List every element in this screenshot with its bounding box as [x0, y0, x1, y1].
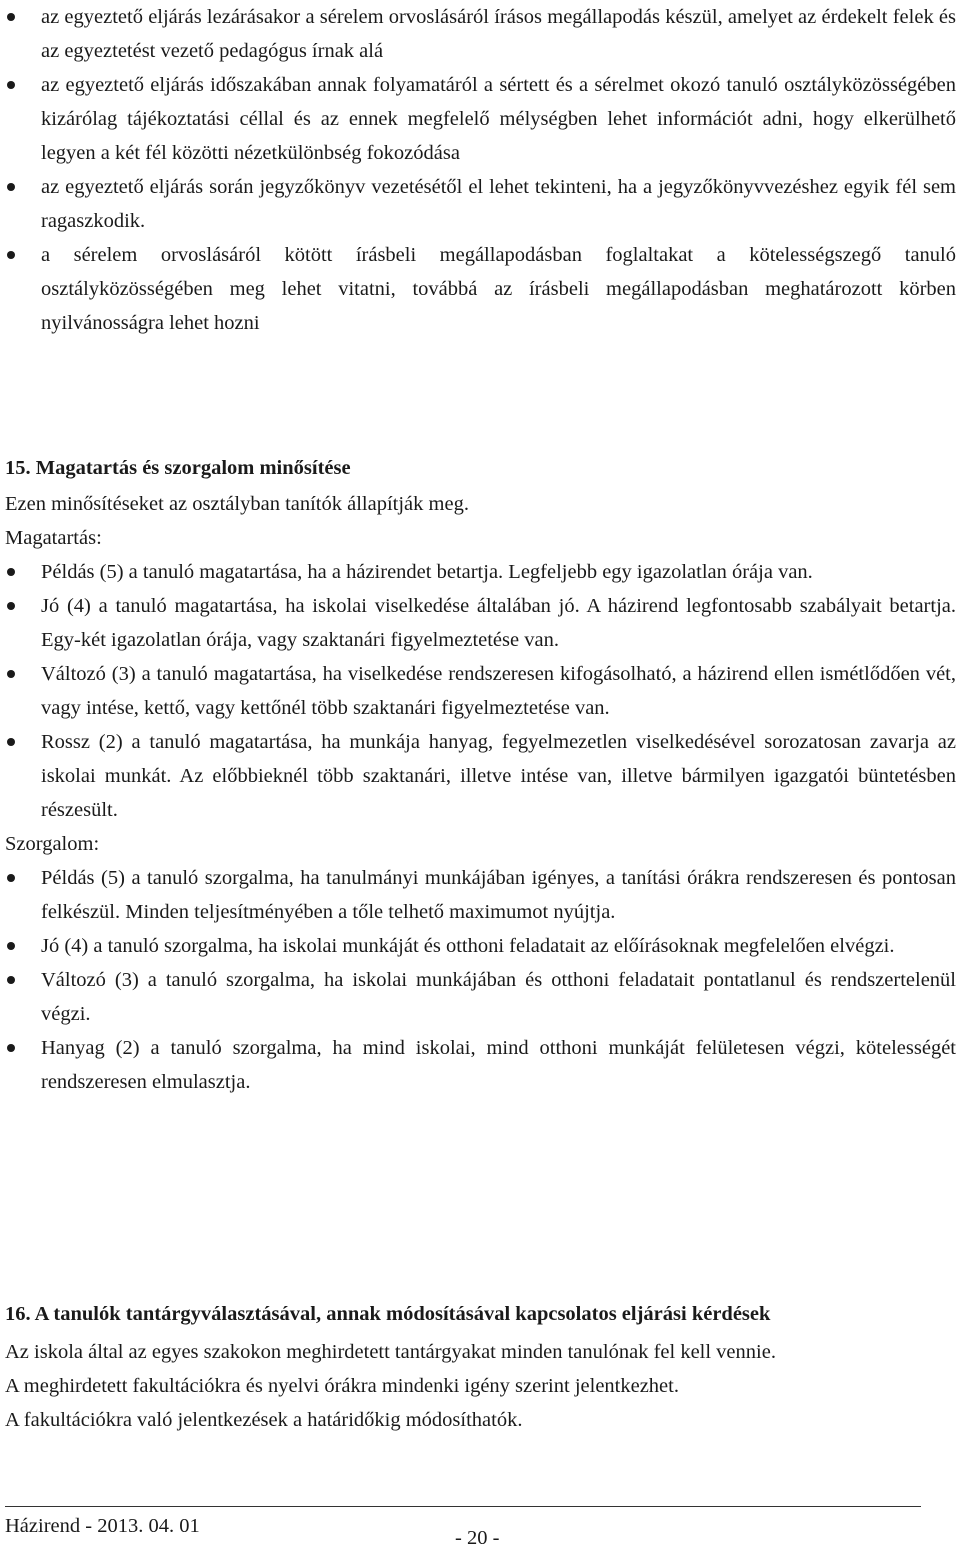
- paragraph: Az iskola által az egyes szakokon meghirdetett tantárgyakat minden tanulónak fel kell vennie.: [5, 1341, 776, 1363]
- section-15: [0, 451, 960, 1099]
- section-15-heading: 15. Magatartás és szorgalom minősítése: [5, 457, 351, 479]
- bullet-icon: [7, 976, 15, 984]
- list-item: Példás (5) a tanuló szorgalma, ha tanulmányi munkájában igényes, a tanítási órákra rendszeresen és pontosan felkészül. Minden teljesítményében a tőle telhető maximumot nyújtja.: [0, 861, 960, 929]
- section-16: [0, 1297, 960, 1437]
- behavior-list: [0, 555, 960, 827]
- top-bullet-list: [0, 0, 960, 340]
- behavior-label: Magatartás:: [5, 527, 102, 549]
- list-item: Jó (4) a tanuló magatartása, ha iskolai viselkedése általában jó. A házirend legfontosabb szabályait betartja. Egy-két igazolatlan órája, vagy szaktanári figyelmeztetése van.: [0, 589, 960, 657]
- bullet-icon: [7, 81, 15, 89]
- top-bullet-section: [0, 0, 960, 340]
- section-15-intro: Ezen minősítéseket az osztályban tanítók állapítják meg.: [5, 493, 469, 515]
- bullet-icon: [7, 568, 15, 576]
- list-item: Változó (3) a tanuló magatartása, ha viselkedése rendszeresen kifogásolható, a házirend ellen ismétlődően vét, vagy intése, kettő, vagy kettőnél több szaktanári figyelmeztetése van.: [0, 657, 960, 725]
- list-item: a sérelem orvoslásáról kötött írásbeli megállapodásban foglaltakat a kötelességszegő tanuló osztályközösségében meg lehet vitatni, továbbá az írásbeli megállapodásban meghatározott körben nyilvánosságra lehet hozni: [0, 238, 960, 340]
- list-item: az egyeztető eljárás lezárásakor a sérelem orvoslásáról írásos megállapodás készül, amelyet az érdekelt felek és az egyeztetést vezető pedagógus írnak alá: [0, 0, 960, 68]
- bullet-icon: [7, 670, 15, 678]
- bullet-icon: [7, 251, 15, 259]
- list-item: Változó (3) a tanuló szorgalma, ha iskolai munkájában és otthoni feladatait pontatlanul és rendszertelenül végzi.: [0, 963, 960, 1031]
- list-item: Hanyag (2) a tanuló szorgalma, ha mind iskolai, mind otthoni munkáját felületesen végzi, kötelességét rendszeresen elmulasztja.: [0, 1031, 960, 1099]
- list-item: Rossz (2) a tanuló magatartása, ha munkája hanyag, fegyelmezetlen viselkedésével sorozatosan zavarja az iskolai munkát. Az előbbieknél több szaktanári, illetve intése van, illetve bármilyen igazgatói büntetésben részesült.: [0, 725, 960, 827]
- diligence-label: Szorgalom:: [5, 833, 100, 855]
- bullet-icon: [7, 1044, 15, 1052]
- bullet-icon: [7, 602, 15, 610]
- paragraph: A meghirdetett fakultációkra és nyelvi órákra mindenki igény szerint jelentkezhet.: [5, 1375, 679, 1397]
- page-number: - 20 -: [455, 1527, 500, 1549]
- diligence-list: [0, 861, 960, 1099]
- list-item: Példás (5) a tanuló magatartása, ha a házirendet betartja. Legfeljebb egy igazolatlan órája van.: [0, 555, 960, 589]
- list-item: az egyeztető eljárás időszakában annak folyamatáról a sértett és a sérelmet okozó tanuló osztályközösségében kizárólag tájékoztatási céllal és az ennek megfelelő mélységben lehet információt adni, hogy elkerülhető legyen a két fél közötti nézetkülönbség fokozódása: [0, 68, 960, 170]
- footer-divider: [5, 1506, 921, 1507]
- bullet-icon: [7, 183, 15, 191]
- bullet-icon: [7, 738, 15, 746]
- section-16-heading: 16. A tanulók tantárgyválasztásával, annak módosításával kapcsolatos eljárási kérdések: [5, 1303, 771, 1325]
- list-item: az egyeztető eljárás során jegyzőkönyv vezetésétől el lehet tekinteni, ha a jegyzőkönyvvezéshez egyik fél sem ragaszkodik.: [0, 170, 960, 238]
- bullet-icon: [7, 942, 15, 950]
- footer-document-label: Házirend - 2013. 04. 01: [5, 1515, 200, 1537]
- list-item: Jó (4) a tanuló szorgalma, ha iskolai munkáját és otthoni feladatait az előírásoknak megfelelően elvégzi.: [0, 929, 960, 963]
- bullet-icon: [7, 874, 15, 882]
- bullet-icon: [7, 13, 15, 21]
- paragraph: A fakultációkra való jelentkezések a határidőkig módosíthatók.: [5, 1409, 523, 1431]
